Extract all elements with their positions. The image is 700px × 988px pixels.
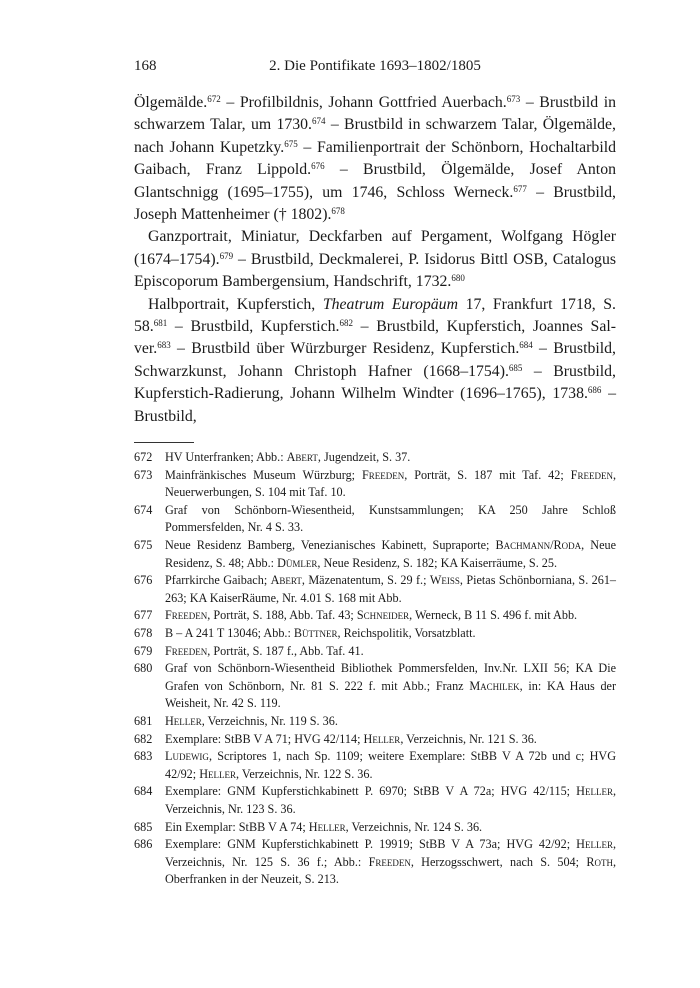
author-name: Freeden — [165, 608, 208, 623]
footnote-text-run: , Herzogsschwert, nach S. 504; — [410, 854, 587, 869]
text-run: – Brustbild, Ölgemälde, Josef Anton Glantschnigg (1695–1755), um 1746, Schloss Werneck. — [134, 161, 616, 201]
footnote-text — [165, 713, 616, 731]
footnote-682 — [134, 731, 616, 749]
footnote-683 — [134, 748, 616, 783]
footnote-number: 674 — [134, 502, 153, 517]
paragraph-1 — [134, 92, 616, 226]
author-name: Freeden — [165, 643, 208, 658]
footnote-text — [165, 783, 616, 818]
footnote-ref[interactable]: 677 — [513, 183, 527, 194]
main-text — [134, 92, 616, 428]
footnote-text — [165, 467, 616, 502]
author-name: Abert — [270, 573, 302, 588]
text-run: – Brustbild, Kupferstich, Joannes Salver. — [134, 318, 616, 358]
author-name: Machilek — [469, 678, 520, 693]
work-title: Theatrum Europäum — [322, 295, 458, 313]
text-run: – Brustbild, Deckmalerei, P. Isidorus Bittl OSB, Catalogus Episcoporum Bambergensium, Handschrift, 1732. — [134, 250, 616, 291]
footnote-text-run: Exemplare: GNM Kupferstichkabinett P. 19919; StBB V A 73a; HVG 42/92; — [165, 837, 577, 852]
author-name: Büttner — [293, 626, 338, 641]
footnote-ref[interactable]: 675 — [284, 138, 298, 149]
footnote-text — [165, 537, 616, 572]
footnote-text — [165, 836, 616, 889]
footnote-number: 676 — [134, 573, 153, 588]
text-run: – Profilbildnis, Johann Gottfried Auerbach. — [220, 94, 507, 111]
footnote-number: 677 — [134, 608, 153, 623]
author-name: Weiss — [429, 573, 460, 588]
text-run: Ölgemälde. — [134, 94, 208, 111]
footnote-678 — [134, 625, 616, 643]
text-run: – Brustbild über Würzburger Residenz, Kupferstich. — [170, 340, 520, 358]
footnote-679 — [134, 643, 616, 661]
author-name: Dümler — [277, 555, 318, 570]
footnote-text-run: B – A 241 T 13046; Abb.: — [165, 626, 294, 641]
footnote-text-run: , Porträt, S. 187 f., Abb. Taf. 41. — [207, 643, 364, 658]
footnote-text-run: , Werneck, B 11 S. 496 f. mit Abb. — [409, 608, 578, 623]
text-run: – Brustbild, Schwarzkunst, Johann Christoph Hafner (1668–1754). — [134, 340, 616, 380]
footnote-text-run: , in: KA Haus der Weisheit, Nr. 42 S. 119. — [165, 678, 616, 711]
footnote-text-run: Ein Exemplar: StBB V A 74; — [165, 819, 309, 834]
footnote-text-run: , Verzeichnis, Nr. 123 S. 36. — [165, 784, 616, 816]
footnote-672 — [134, 449, 616, 467]
footnote-text-run: , Neue Residenz, S. 48; Abb.: — [165, 538, 616, 570]
author-name: Schneider — [356, 608, 410, 623]
footnote-text-run: Neue Residenz Bamberg, Venezianisches Kabinett, Supraporte; — [165, 538, 496, 553]
text-run: – Brustbild in schwarzem Talar, um 1730. — [134, 94, 616, 134]
footnote-text-run: , Porträt, S. 187 mit Taf. 42; — [404, 467, 571, 482]
footnote-677 — [134, 607, 616, 625]
footnote-text-run: , Mäzenatentum, S. 29 f.; — [301, 573, 430, 588]
footnote-674 — [134, 502, 616, 537]
footnote-text-run: , Oberfranken in der Neuzeit, S. 213. — [165, 854, 616, 887]
footnote-text-run: , Jugendzeit, S. 37. — [317, 450, 411, 465]
footnote-text — [165, 572, 616, 607]
footnote-673 — [134, 467, 616, 502]
footnote-ref[interactable]: 678 — [331, 206, 345, 217]
footnote-text-run: , Reichspolitik, Vorsatzblatt. — [337, 626, 476, 641]
footnote-text-run: , Porträt, S. 188, Abb. Taf. 43; — [207, 608, 357, 623]
footnote-number: 672 — [134, 450, 153, 465]
footnote-number: 675 — [134, 538, 153, 553]
footnote-text-run: , Verzeichnis, Nr. 125 S. 36 f.; Abb.: — [165, 837, 616, 869]
footnote-text-run: , Scriptores 1, nach Sp. 1109; weitere Exemplare: StBB V A 72b und c; HVG 42/92; — [165, 749, 616, 781]
footnote-ref[interactable]: 673 — [506, 94, 521, 104]
author-name: Freeden — [361, 467, 405, 482]
text-run: – Brustbild, Kupferstich. — [167, 318, 340, 336]
footnote-681 — [134, 713, 616, 731]
paragraph-3 — [134, 294, 616, 428]
text-run: Ganzportrait, Miniatur, Deckfarben auf Pergament, Wolfgang Högler (1674–1754). — [134, 228, 616, 268]
footnote-686 — [134, 836, 616, 889]
running-title: 2. Die Pontifikate 1693–1802/1805 — [269, 58, 481, 74]
footnote-number: 683 — [134, 749, 153, 764]
footnote-text-run: , Neuerwerbungen, S. 104 mit Taf. 10. — [165, 467, 616, 500]
text-run: – Brustbild, Joseph Mattenheimer († 1802). — [134, 183, 616, 224]
footnote-ref[interactable]: 681 — [153, 318, 168, 329]
footnote-ref[interactable]: 684 — [519, 340, 533, 351]
footnote-number: 686 — [134, 837, 153, 852]
author-name: Heller — [363, 731, 401, 746]
footnote-text-run: , Verzeichnis, Nr. 121 S. 36. — [400, 731, 537, 746]
footnote-text-run: , Verzeichnis, Nr. 119 S. 36. — [201, 714, 338, 728]
footnote-text-run: Graf von Schönborn-Wiesentheid, Kunstsammlungen; KA 250 Jahre Schloß Pommersfelden, Nr. 4 S. 33. — [165, 502, 616, 535]
footnote-text-run: , Verzeichnis, Nr. 122 S. 36. — [236, 766, 373, 781]
footnote-text — [165, 660, 616, 713]
author-name: Heller — [199, 766, 236, 781]
footnote-text-run: , Pietas Schönborniana, S. 261–263; KA KaiserRäume, Nr. 4.01 S. 168 mit Abb. — [165, 573, 617, 605]
footnote-ref[interactable]: 674 — [312, 116, 326, 127]
footnote-number: 679 — [134, 643, 153, 658]
paragraph-2 — [134, 226, 616, 293]
text-run: 17, Frankfurt 1718, S. 58. — [134, 295, 617, 336]
text-run: – Brustbild in schwarzem Talar, Ölgemälde, nach Johann Kupetzky. — [134, 116, 616, 156]
footnote-675 — [134, 537, 616, 572]
author-name: Heller — [576, 784, 613, 799]
text-run: – Brustbild, Kupferstich-Radierung, Johann Wilhelm Windter (1696–1765), 1738. — [134, 362, 616, 403]
footnote-text-run: Graf von Schönborn-Wiesentheid Bibliothek Pommersfelden, Inv.Nr. LXII 56; KA Die Grafen von Schönborn, Nr. 81 S. 222 f. mit Abb.; Franz — [165, 661, 616, 693]
footnote-text — [165, 819, 616, 837]
text-run: – Familienportrait der Schönborn, Hochaltarbild Gaibach, Franz Lippold. — [134, 138, 616, 179]
footnote-number: 685 — [134, 819, 153, 834]
footnote-ref[interactable]: 682 — [339, 318, 353, 329]
footnote-ref[interactable]: 680 — [451, 273, 465, 284]
footnote-ref[interactable]: 676 — [311, 161, 325, 172]
footnote-ref[interactable]: 672 — [207, 94, 221, 104]
footnotes — [134, 449, 616, 889]
footnote-680 — [134, 660, 616, 713]
author-name: Ludewig — [165, 749, 209, 764]
footnote-number: 678 — [134, 626, 153, 641]
book-page — [134, 58, 616, 889]
page-number: 168 — [134, 58, 157, 74]
author-name: Roth — [586, 854, 613, 869]
author-name: Heller — [165, 714, 202, 728]
footnote-685 — [134, 819, 616, 837]
author-name: Heller — [308, 819, 346, 834]
footnote-684 — [134, 783, 616, 818]
footnote-ref[interactable]: 685 — [508, 362, 523, 373]
footnote-text — [165, 731, 616, 749]
text-run: – Brustbild, — [134, 385, 616, 425]
author-name: Freeden — [570, 467, 613, 482]
footnote-text — [165, 625, 616, 643]
footnote-text-run: Exemplare: StBB V A 71; HVG 42/114; — [165, 731, 364, 746]
footnote-676 — [134, 572, 616, 607]
footnote-text — [165, 502, 616, 537]
footnote-text-run: Exemplare: GNM Kupferstichkabinett P. 6970; StBB V A 72a; HVG 42/115; — [165, 784, 577, 799]
footnote-text-run: HV Unterfranken; Abb.: — [165, 450, 287, 465]
footnote-number: 684 — [134, 784, 153, 799]
footnote-text — [165, 449, 616, 467]
footnote-number: 680 — [134, 661, 153, 676]
text-run: Halbportrait, Kupferstich, — [148, 295, 323, 313]
footnote-text-run: , Verzeichnis, Nr. 124 S. 36. — [345, 819, 483, 834]
footnote-text-run: , Neue Residenz, S. 182; KA Kaiserräume, S. 25. — [317, 555, 558, 570]
footnote-text-run: Mainfränkisches Museum Würzburg; — [165, 467, 362, 482]
footnote-text — [165, 748, 616, 783]
author-name: Abert — [286, 450, 318, 465]
footnote-number: 682 — [134, 731, 153, 746]
footnote-text — [165, 607, 616, 625]
footnote-ref[interactable]: 679 — [219, 250, 234, 261]
footnote-number: 681 — [134, 714, 153, 728]
footnote-text-run: Pfarrkirche Gaibach; — [165, 573, 271, 588]
footnote-text — [165, 643, 616, 661]
author-name: Freeden — [368, 854, 411, 869]
footnote-separator — [134, 442, 194, 443]
footnote-ref[interactable]: 686 — [587, 385, 602, 396]
running-header — [134, 58, 616, 80]
author-name: Bachmann/Roda — [495, 538, 582, 553]
footnote-number: 673 — [134, 467, 153, 482]
author-name: Heller — [576, 837, 613, 852]
footnote-ref[interactable]: 683 — [157, 340, 171, 351]
